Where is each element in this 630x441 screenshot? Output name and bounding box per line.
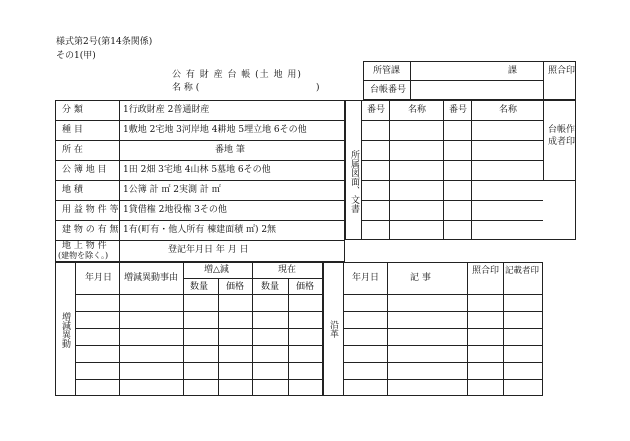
changes-col-reason: 増減異動事由 <box>124 273 179 283</box>
drawings-col-no-2: 番号 <box>449 105 468 115</box>
document-title: 公 有 財 産 台 帳 (土 地 用) <box>172 70 302 80</box>
name-label: 名 称 ( <box>172 83 200 93</box>
history-col-recorder: 記載者印 <box>505 266 540 276</box>
drawings-col-no-1: 番号 <box>367 105 386 115</box>
seal-label: 照合印 <box>548 66 576 76</box>
changes-col-qty: 数量 <box>190 282 209 292</box>
drawings-col-name-1: 名称 <box>408 105 427 115</box>
row-label-above-ground: 地 上 物 件 <box>62 241 107 251</box>
form-number: 様式第2号(第14条関係) <box>56 37 153 47</box>
row-value-building: 1有(町有・他人所有 棟建面積 ㎡) 2無 <box>123 225 277 235</box>
row-label-building: 建 物 の 有 無 <box>62 225 119 235</box>
row-label-location: 所 在 <box>62 145 83 155</box>
changes-col-delta: 増△減 <box>204 265 229 275</box>
ledger-creator-seal-label: 台帳作成者印 <box>548 125 576 147</box>
row-label-category: 種 目 <box>62 125 83 135</box>
changes-col-current: 現在 <box>278 265 297 275</box>
row-value-classification: 1行政財産 2普通財産 <box>123 105 210 115</box>
changes-col-date: 年月日 <box>85 273 113 283</box>
drawings-side-label: 所属図面、文書 <box>349 150 359 213</box>
history-side-label: 沿革 <box>328 320 338 338</box>
row-label-classification: 分 類 <box>62 105 83 115</box>
changes-side-label: 増減異動 <box>60 312 70 348</box>
drawings-col-name-2: 名称 <box>499 105 518 115</box>
changes-col-price: 価格 <box>226 282 245 292</box>
drawings-box <box>345 100 576 240</box>
changes-col-price-2: 価格 <box>296 282 315 292</box>
row-value-land-type: 1田 2畑 3宅地 4山林 5墓地 6その他 <box>123 165 271 175</box>
history-col-seal: 照合印 <box>472 266 500 276</box>
row-value-usage-rights: 1貸借権 2地役権 3その他 <box>123 205 227 215</box>
row-label-area: 地 積 <box>62 185 83 195</box>
name-close-paren: ) <box>316 83 320 93</box>
row-value-category: 1敷地 2宅地 3河岸地 4耕地 5埋立地 6その他 <box>123 125 307 135</box>
row-value-area: 1公簿 計 ㎡ 2実測 計 ㎡ <box>123 185 221 195</box>
history-col-date: 年月日 <box>352 273 380 283</box>
row-label-above-ground-note: (建物を除く。) <box>58 251 109 260</box>
row-value-location: 番地 筆 <box>215 145 245 155</box>
form-subnumber: その1(甲) <box>56 51 96 61</box>
dept-suffix: 課 <box>508 66 518 76</box>
row-value-registration-date: 登記年月日 年 月 日 <box>168 245 249 255</box>
history-col-entry: 記 事 <box>410 273 431 283</box>
row-label-land-type: 公 簿 地 目 <box>62 165 107 175</box>
row-label-usage-rights: 用 益 物 件 等 <box>62 205 119 215</box>
ledger-number-label: 台帳番号 <box>370 85 407 95</box>
dept-label: 所管課 <box>373 66 401 76</box>
changes-col-qty-2: 数量 <box>261 282 280 292</box>
